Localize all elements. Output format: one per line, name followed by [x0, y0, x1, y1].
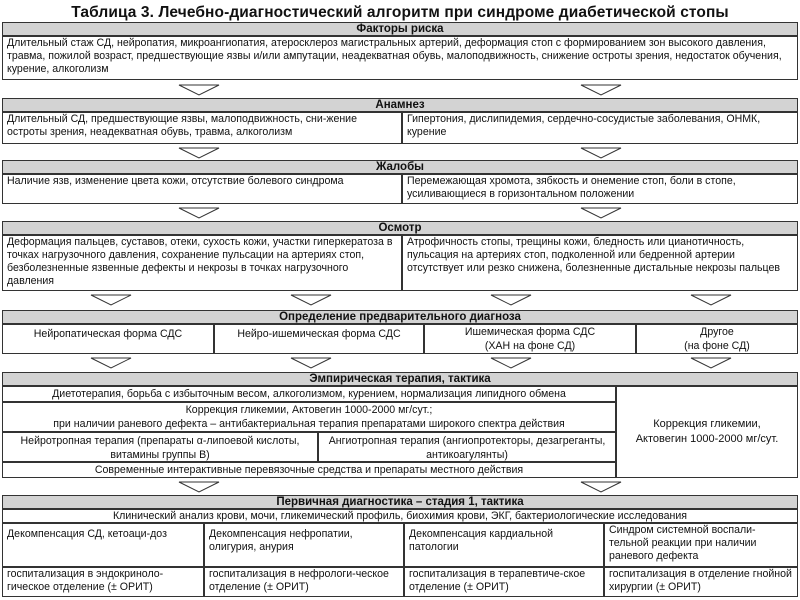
arrow-down-icon	[178, 207, 220, 219]
primary-decomp-nephropathy: Декомпенсация нефропатии, олигурия, анурия	[204, 523, 404, 567]
risk-factors-text: Длительный стаж СД, нейропатия, микроангиопатия, атеросклероз магистральных артерий, деформация стоп с формированием зон высокого давления, травма, пожилой возраст, предшествующие язвы и/или ампутации, неадекватная обувь, малоподвижность, снижение остроты зрения, недостаток обучения, курение, алкоголизм	[2, 36, 798, 80]
diagnosis-neuroischemic: Нейро-ишемическая форма СДС	[214, 324, 424, 354]
arrow-down-icon	[178, 84, 220, 96]
diagnosis-other-line1: Другое	[700, 326, 734, 338]
therapy-angiotropic: Ангиотропная терапия (ангиопротекторы, дезагреганты, антикоагулянты)	[318, 432, 616, 462]
arrow-down-icon	[580, 84, 622, 96]
primary-hosp-therapy: госпитализация в терапевтиче-ское отделение (± ОРИТ)	[404, 567, 604, 597]
therapy-glycemia	[2, 402, 616, 432]
diagnosis-other	[636, 324, 798, 354]
complaints-right: Перемежающая хромота, зябкость и онемение стоп, боли в стопе, усиливающиеся в горизонтальном положении	[402, 174, 798, 204]
therapy-header: Эмпирическая терапия, тактика	[2, 372, 798, 386]
arrow-down-icon	[490, 357, 532, 369]
primary-header: Первичная диагностика – стадия 1, тактика	[2, 495, 798, 509]
primary-tests: Клинический анализ крови, мочи, гликемический профиль, биохимия крови, ЭКГ, бактериологические исследования	[2, 509, 798, 523]
primary-hosp-surgery: госпитализация в отделение гнойной хирургии (± ОРИТ)	[604, 567, 798, 597]
complaints-left: Наличие язв, изменение цвета кожи, отсутствие болевого синдрома	[2, 174, 402, 204]
primary-sirs: Синдром системной воспали-тельной реакции при наличии раневого дефекта	[604, 523, 798, 567]
exam-right: Атрофичность стопы, трещины кожи, бледность или цианотичность, пульсация на артериях стоп, подколенной или бедренной артерии отсутствует или резко снижена, болезненные дистальные некрозы пальцев	[402, 235, 798, 291]
diagnosis-header: Определение предварительного диагноза	[2, 310, 798, 324]
therapy-dressings: Современные интерактивные перевязочные средства и препараты местного действия	[2, 462, 616, 478]
anamnesis-left: Длительный СД, предшествующие язвы, малоподвижность, сни-жение остроты зрения, неадекватная обувь, травма, алкоголизм	[2, 112, 402, 144]
arrow-down-icon	[290, 294, 332, 306]
exam-header: Осмотр	[2, 221, 798, 235]
arrow-down-icon	[690, 357, 732, 369]
primary-decomp-cardiac: Декомпенсация кардиальной патологии	[404, 523, 604, 567]
table-title: Таблица 3. Лечебно-диагностический алгоритм при синдроме диабетической стопы	[71, 4, 729, 21]
arrow-down-icon	[178, 147, 220, 159]
diagnosis-ischemic-line1: Ишемическая форма СДС	[464, 326, 596, 338]
anamnesis-header: Анамнез	[2, 98, 798, 112]
arrow-down-icon	[490, 294, 532, 306]
arrow-down-icon	[90, 294, 132, 306]
anamnesis-right: Гипертония, дислипидемия, сердечно-сосудистые заболевания, ОНМК, курение	[402, 112, 798, 144]
therapy-glycemia-line2: при наличии раневого дефекта – антибактериальная терапия препаратами широкого спектра действия	[53, 418, 565, 430]
therapy-glycemia-line1: Коррекция гликемии, Актовегин 1000-2000 мг/сут.;	[185, 404, 433, 416]
arrow-down-icon	[580, 481, 622, 493]
therapy-side-glycemia: Коррекция гликемии, Актовегин 1000-2000 мг/сут.	[616, 386, 798, 478]
diagnosis-other-line2: (на фоне СД)	[684, 340, 750, 352]
complaints-header: Жалобы	[2, 160, 798, 174]
arrow-down-icon	[580, 147, 622, 159]
arrow-down-icon	[290, 357, 332, 369]
therapy-neurotropic: Нейротропная терапия (препараты α-липоевой кислоты, витамины группы В)	[2, 432, 318, 462]
primary-hosp-nephrology: госпитализация в нефрологи-ческое отделение (± ОРИТ)	[204, 567, 404, 597]
diagnosis-ischemic-line2: (ХАН на фоне СД)	[484, 340, 576, 352]
diagnosis-neuropathic: Нейропатическая форма СДС	[2, 324, 214, 354]
diagnosis-ischemic	[424, 324, 636, 354]
primary-decomp-diabetes: Декомпенсация СД, кетоаци-доз	[2, 523, 204, 567]
arrow-down-icon	[178, 481, 220, 493]
therapy-diet: Диетотерапия, борьба с избыточным весом, алкоголизмом, курением, нормализация липидного обмена	[2, 386, 616, 402]
arrow-down-icon	[690, 294, 732, 306]
primary-hosp-endocrinology: госпитализация в эндокриноло-гическое отделение (± ОРИТ)	[2, 567, 204, 597]
exam-left: Деформация пальцев, суставов, отеки, сухость кожи, участки гиперкератоза в точках нагрузочного давления, сохранение пульсации на артериях стоп, безболезненные язвенные дефекты и некрозы в точках нагрузочного давления	[2, 235, 402, 291]
arrow-down-icon	[580, 207, 622, 219]
risk-factors-header: Факторы риска	[2, 22, 798, 36]
arrow-down-icon	[90, 357, 132, 369]
